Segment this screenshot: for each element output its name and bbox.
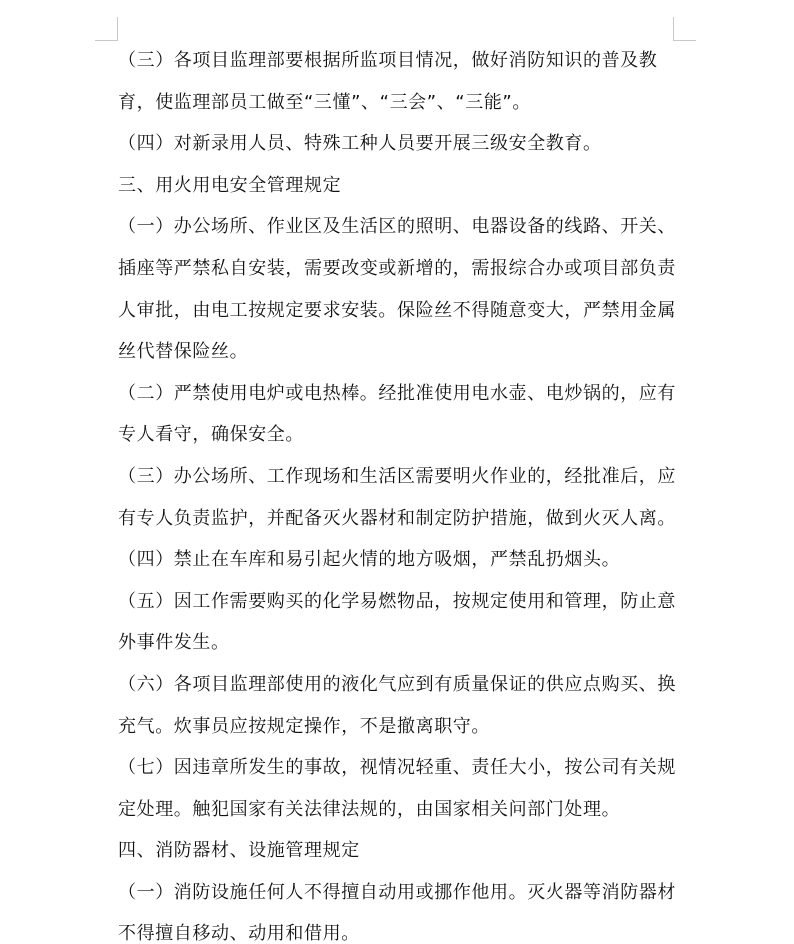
text-line: 人审批，由电工按规定要求安装。保险丝不得随意变大，严禁用金属 (118, 299, 676, 321)
text-line: 充气。炊事员应按规定操作，不是撤离职守。 (118, 715, 490, 737)
text-line: （五）因工作需要购买的化学易燃物品，按规定使用和管理，防止意 (118, 590, 676, 612)
text-line: （四）对新录用人员、特殊工种人员要开展三级安全教育。 (118, 133, 602, 155)
text-line: 专人看守，确保安全。 (118, 424, 304, 446)
top-right-margin-mark-vertical (673, 17, 674, 40)
text-line: 育，使监理部员工做至“三懂”、“三会”、“三能”。 (118, 91, 531, 113)
text-line: （七）因违章所发生的事故，视情况轻重、责任大小，按公司有关规 (118, 757, 676, 779)
section-heading: 四、消防器材、设施管理规定 (118, 840, 360, 862)
text-line: 外事件发生。 (118, 632, 230, 654)
text-line: 有专人负责监护，并配备灭火器材和制定防护措施，做到火灭人离。 (118, 507, 676, 529)
text-line: （一）办公场所、作业区及生活区的照明、电器设备的线路、开关、 (118, 216, 676, 238)
text-line: （三）办公场所、工作现场和生活区需要明火作业的，经批准后，应 (118, 465, 676, 487)
text-line: （六）各项目监理部使用的液化气应到有质量保证的供应点购买、换 (118, 673, 676, 695)
top-left-margin-mark-horizontal (95, 40, 118, 41)
text-line: （二）严禁使用电炉或电热棒。经批准使用电水壶、电炒锅的，应有 (118, 382, 676, 404)
text-line: 定处理。触犯国家有关法律法规的，由国家相关问部门处理。 (118, 798, 621, 820)
text-line: 丝代替保险丝。 (118, 341, 249, 363)
text-line: 插座等严禁私自安装，需要改变或新增的，需报综合办或项目部负责 (118, 257, 676, 279)
text-line: 不得擅自移动、动用和借用。 (118, 923, 360, 944)
document-body (118, 40, 678, 944)
top-left-margin-mark-vertical (117, 17, 118, 40)
section-heading: 三、用火用电安全管理规定 (118, 174, 342, 196)
text-line: （一）消防设施任何人不得擅自动用或挪作他用。灭火器等消防器材 (118, 881, 676, 903)
text-line: （三）各项目监理部要根据所监项目情况，做好消防知识的普及教 (118, 50, 658, 71)
text-line: （四）禁止在车库和易引起火情的地方吸烟，严禁乱扔烟头。 (118, 549, 621, 571)
